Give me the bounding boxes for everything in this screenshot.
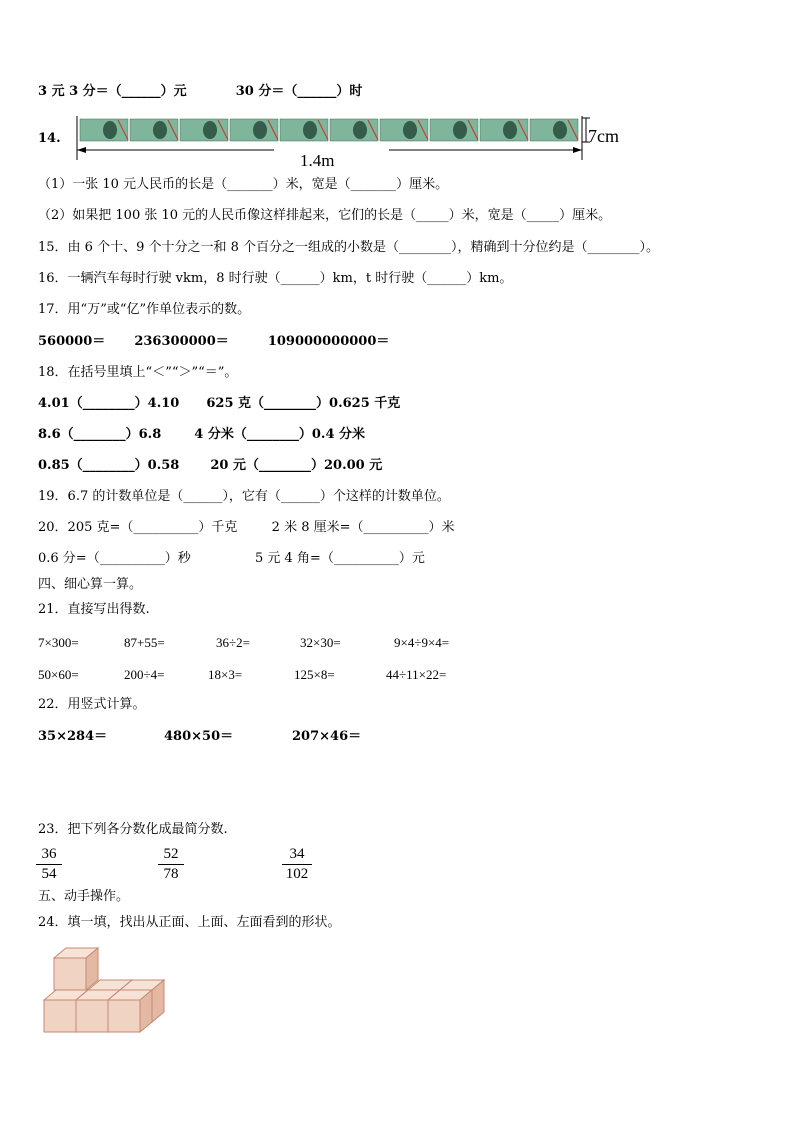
- q13-line: [38, 84, 362, 100]
- q13-item-1: 3 元 3 分＝（______）元: [38, 84, 187, 99]
- q19: 19．6.7 的计数单位是（______），它有（______）个这样的计数单位。: [38, 489, 450, 504]
- portrait-icon: [503, 121, 517, 139]
- portrait-icon: [303, 121, 317, 139]
- q18-row1-a: 4.01（________）4.10: [38, 396, 180, 411]
- q22-item-2: 480×50＝: [164, 729, 234, 744]
- q13-item-2: 30 分＝（______）时: [235, 84, 363, 99]
- portrait-icon: [553, 121, 567, 139]
- fraction-2-denominator: 78: [163, 866, 179, 882]
- fraction-3-numerator: 34: [282, 846, 312, 865]
- q14-part2: （2）如果把 100 张 10 元的人民币像这样排起来，它们的长是（_____）米，宽是（_____）厘米。: [38, 208, 612, 223]
- q22: 22．用竖式计算。: [38, 697, 146, 712]
- q20-row-1: [38, 520, 455, 536]
- q17-items: [38, 334, 389, 350]
- portrait-icon: [253, 121, 267, 139]
- portrait-icon: [203, 121, 217, 139]
- q24: 24．填一填，找出从正面、上面、左面看到的形状。: [38, 915, 341, 930]
- section-4-heading: 四、细心算一算。: [38, 577, 143, 592]
- q23: 23．把下列各分数化成最简分数.: [38, 822, 228, 837]
- q18-row3-a: 0.85（________）0.58: [38, 458, 180, 473]
- cube: [54, 948, 98, 990]
- q21-r1-2: 87+55=: [124, 635, 165, 650]
- q15: 15．由 6 个十、9 个十分之一和 8 个百分之一组成的小数是（________），精确到十分位约是（________）。: [38, 240, 660, 255]
- q20-row1-b: 2 米 8 厘米=（__________）米: [271, 520, 455, 535]
- portrait-icon: [353, 121, 367, 139]
- portrait-icon: [153, 121, 167, 139]
- q21-r1-1: 7×300=: [38, 635, 79, 650]
- length-label: 1.4m: [300, 151, 335, 170]
- q18-row3-b: 20 元（________）20.00 元: [210, 458, 383, 473]
- q22-item-1: 35×284＝: [38, 729, 108, 744]
- q21-r2-5: 44÷11×22=: [386, 667, 447, 682]
- q17-item-2: 236300000＝: [134, 334, 229, 349]
- q18-row2-a: 8.6（________）6.8: [38, 427, 162, 442]
- q14-number: 14.: [38, 131, 61, 146]
- portrait-icon: [403, 121, 417, 139]
- cube-stack-illustration: [40, 940, 180, 1040]
- cube: [108, 990, 152, 1032]
- q21-r2-1: 50×60=: [38, 667, 79, 682]
- portrait-icon: [453, 121, 467, 139]
- fraction-3-denominator: 102: [285, 866, 309, 882]
- q21-r2-4: 125×8=: [294, 667, 335, 682]
- q20-row1-a: 20．205 克=（__________）千克: [38, 520, 238, 535]
- q21: 21．直接写出得数.: [38, 602, 150, 617]
- fraction-2: [158, 846, 184, 883]
- q21-r1-5: 9×4÷9×4=: [394, 635, 450, 650]
- q18-row-3: [38, 458, 382, 474]
- q20-row-2: [38, 551, 425, 567]
- banknote-strip-illustration: [74, 116, 634, 172]
- q20-row2-b: 5 元 4 角=（__________）元: [254, 551, 425, 566]
- q18: 18．在括号里填上“＜”“＞”“＝”。: [38, 365, 238, 380]
- q21-r1-3: 36÷2=: [216, 635, 250, 650]
- q21-r1-4: 32×30=: [300, 635, 341, 650]
- q14-part1: （1）一张 10 元人民币的长是（_______）米，宽是（_______）厘米。: [38, 177, 449, 192]
- section-5-heading: 五、动手操作。: [38, 889, 130, 904]
- q18-row-1: [38, 396, 400, 412]
- q20-row2-a: 0.6 分=（__________）秒: [38, 551, 191, 566]
- fraction-2-numerator: 52: [158, 846, 184, 865]
- q18-row-2: [38, 427, 365, 443]
- q18-row1-b: 625 克（________）0.625 千克: [206, 396, 401, 411]
- fraction-3: [282, 846, 312, 883]
- fraction-1-numerator: 36: [36, 846, 62, 865]
- q17-item-3: 109000000000＝: [267, 334, 390, 349]
- q16: 16．一辆汽车每时行驶 vkm，8 时行驶（______）km，t 时行驶（______）km。: [38, 271, 513, 286]
- q17-item-1: 560000＝: [38, 334, 106, 349]
- width-label: 7cm: [588, 126, 619, 146]
- portrait-icon: [103, 121, 117, 139]
- fraction-1-denominator: 54: [41, 866, 57, 882]
- q18-row2-b: 4 分米（________）0.4 分米: [194, 427, 366, 442]
- q21-r2-2: 200÷4=: [124, 667, 165, 682]
- fraction-1: [36, 846, 62, 883]
- q21-r2-3: 18×3=: [208, 667, 243, 682]
- q22-item-3: 207×46＝: [292, 729, 362, 744]
- q17: 17．用“万”或“亿”作单位表示的数。: [38, 302, 251, 317]
